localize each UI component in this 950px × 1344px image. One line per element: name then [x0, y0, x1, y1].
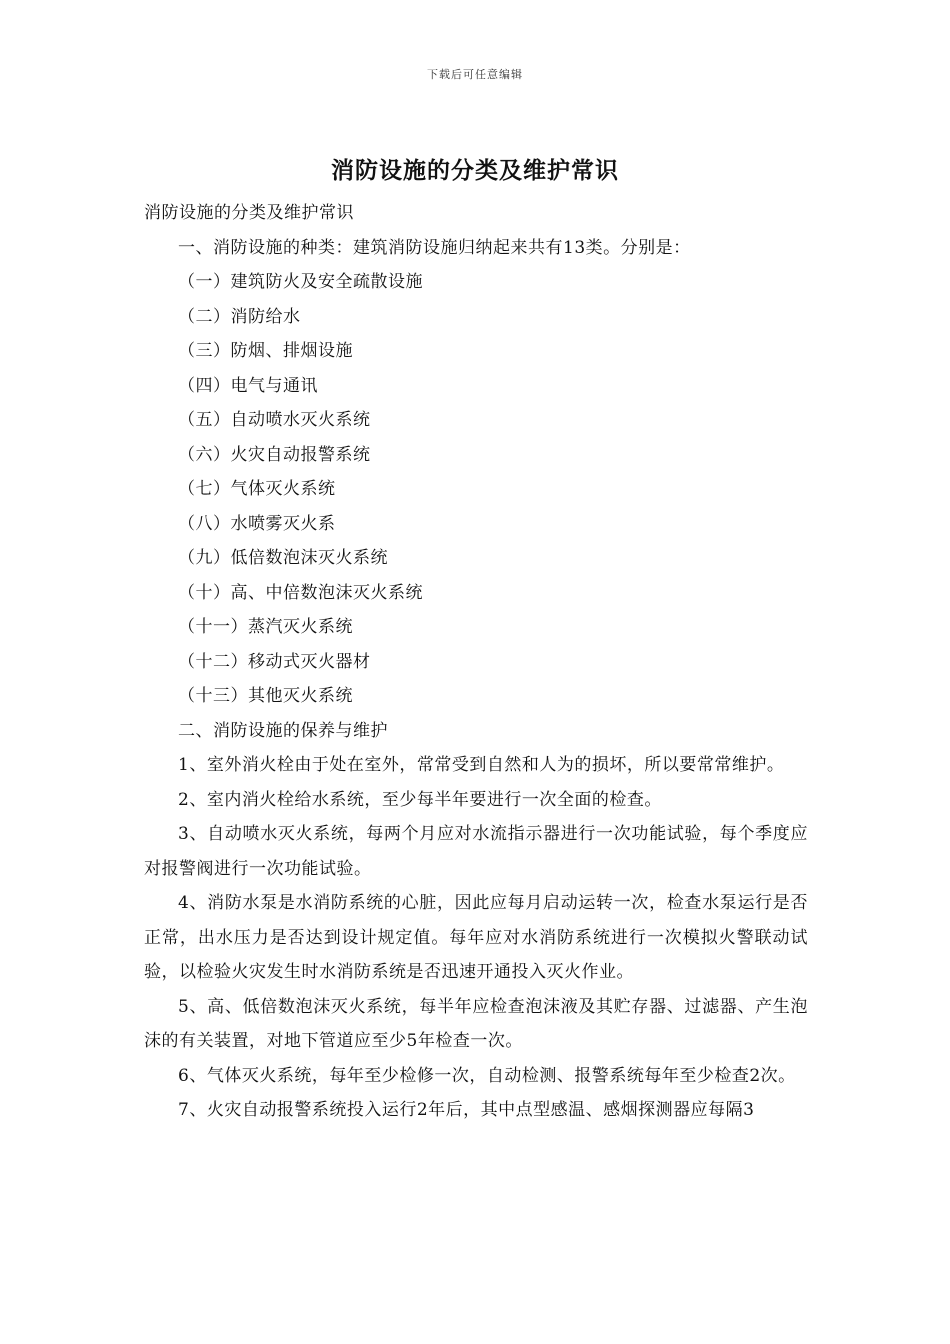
document-body: [144, 196, 808, 1128]
category-item: （八）水喷雾灭火系: [178, 513, 336, 534]
maintenance-paragraph: 1、室外消火栓由于处在室外，常常受到自然和人为的损坏，所以要常常维护。: [178, 755, 785, 775]
category-item: （五）自动喷水灭火系统: [178, 410, 371, 430]
maintenance-paragraph: 7、火灾自动报警系统投入运行2年后，其中点型感温、感烟探测器应每隔3: [178, 1100, 755, 1120]
category-item: （二）消防给水: [178, 306, 301, 327]
category-item: （九）低倍数泡沫灭火系统: [178, 548, 388, 568]
section1-heading: 一、消防设施的种类：建筑消防设施归纳起来共有13类。分别是：: [178, 237, 691, 258]
maintenance-paragraph: 6、气体灭火系统，每年至少检修一次，自动检测、报警系统每年至少检查2次。: [178, 1065, 796, 1086]
maintenance-paragraph: 3、自动喷水灭火系统，每两个月应对水流指示器进行一次功能试验，每个季度应对报警阀进行一次功能试验。: [144, 824, 808, 879]
document-title: 消防设施的分类及维护常识: [331, 157, 619, 184]
category-item: （三）防烟、排烟设施: [178, 341, 353, 361]
category-item: （七）气体灭火系统: [178, 479, 336, 499]
subtitle: 消防设施的分类及维护常识: [144, 203, 354, 223]
category-item: （十三）其他灭火系统: [178, 686, 353, 706]
page-header-note: 下载后可任意编辑: [427, 68, 523, 81]
category-item: （十二）移动式灭火器材: [178, 651, 371, 672]
category-item: （四）电气与通讯: [178, 375, 318, 396]
maintenance-paragraph: 4、消防水泵是水消防系统的心脏，因此应每月启动运转一次，检查水泵运行是否正常，出水压力是否达到设计规定值。每年应对水消防系统进行一次模拟火警联动试验，以检验火灾发生时水消防系统是否迅速开通投入灭火作业。: [144, 893, 808, 982]
category-item: （一）建筑防火及安全疏散设施: [178, 272, 423, 292]
category-item: （六）火灾自动报警系统: [178, 444, 371, 465]
category-item: （十）高、中倍数泡沫灭火系统: [178, 582, 423, 603]
section2-heading: 二、消防设施的保养与维护: [178, 720, 388, 741]
maintenance-paragraph: 2、室内消火栓给水系统，至少每半年要进行一次全面的检查。: [178, 789, 662, 810]
maintenance-paragraph: 5、高、低倍数泡沫灭火系统，每半年应检查泡沫液及其贮存器、过滤器、产生泡沫的有关装置，对地下管道应至少5年检查一次。: [144, 996, 808, 1051]
category-item: （十一）蒸汽灭火系统: [178, 617, 353, 637]
